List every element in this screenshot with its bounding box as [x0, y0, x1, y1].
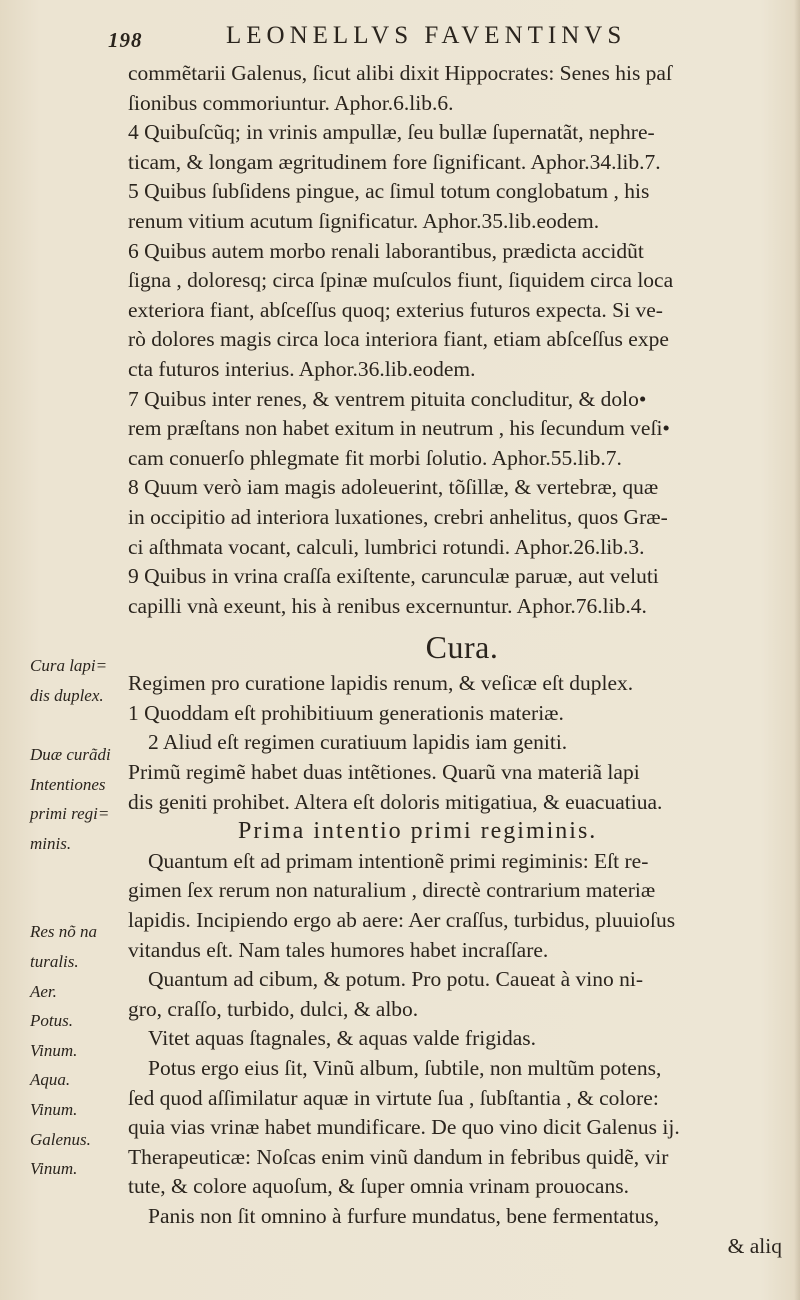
- margin-note: Res nõ na: [30, 922, 98, 941]
- text-line: 4 Quibuſcũq; in vrinis ampullæ, ſeu bullæ ſupernatãt, nephre-: [128, 120, 655, 145]
- text-line: capilli vnà exeunt, his à renibus excernuntur. Aphor.76.lib.4.: [128, 593, 647, 618]
- text-line: 1 Quoddam eſt prohibitiuum generationis materiæ.: [128, 700, 564, 725]
- text-line: exteriora fiant, abſceſſus quoq; exterius futuros expecta. Si ve-: [128, 297, 663, 322]
- text-line: gimen ſex rerum non naturalium , directè contrarium materiæ: [128, 878, 656, 903]
- page-header: [108, 22, 788, 56]
- margin-note: Intentiones: [30, 775, 106, 794]
- text-line: rem præſtans non habet exitum in neutrum , his ſecundum veſi•: [128, 416, 670, 441]
- text-line: cam conuerſo phlegmate fit morbi ſolutio. Aphor.55.lib.7.: [128, 445, 622, 470]
- margin-note: primi regi=: [30, 804, 110, 823]
- body-text: [128, 59, 796, 1261]
- subsection-heading: Prima intentio primi regiminis.: [238, 818, 598, 845]
- page-number: 198: [108, 28, 143, 52]
- text-line: gro, craſſo, turbido, dulci, & albo.: [128, 996, 419, 1021]
- text-line: 6 Quibus autem morbo renali laborantibus, prædicta accidũt: [128, 238, 644, 263]
- text-line: Quantum ad cibum, & potum. Pro potu. Caueat à vino ni-: [148, 967, 644, 992]
- margin-note: turalis.: [30, 952, 79, 971]
- text-line: tute, & colore aquoſum, & ſuper omnia vrinam prouocans.: [128, 1174, 629, 1199]
- text-line: renum vitium acutum ſignificatur. Aphor.35.lib.eodem.: [128, 208, 600, 233]
- text-line: Panis non ſit omnino à furfure mundatus, bene fermentatus,: [148, 1203, 660, 1228]
- text-line: vitandus eſt. Nam tales humores habet incraſſare.: [128, 937, 549, 962]
- margin-note: Vinum.: [30, 1159, 78, 1178]
- text-line: rò dolores magis circa loca interiora fiant, etiam abſceſſus expe: [128, 327, 669, 352]
- section-heading: Cura.: [425, 629, 499, 666]
- margin-note: dis duplex.: [30, 686, 104, 705]
- text-line: 2 Aliud eſt regimen curatiuum lapidis iam geniti.: [148, 730, 568, 755]
- text-line: ſed quod aſſimilatur aquæ in virtute ſua , ſubſtantia , & colore:: [128, 1085, 659, 1110]
- margin-note: Aqua.: [30, 1070, 71, 1089]
- margin-note: Potus.: [30, 1011, 73, 1030]
- margin-note: minis.: [30, 834, 72, 853]
- text-line: 8 Quum verò iam magis adoleuerint, tõſillæ, & vertebræ, quæ: [128, 475, 659, 500]
- text-line: dis geniti prohibet. Altera eſt doloris mitigatiua, & euacuatiua.: [128, 789, 663, 814]
- text-line: Quantum eſt ad primam intentionẽ primi regiminis: Eſt re-: [148, 848, 649, 873]
- margin-note: Vinum.: [30, 1041, 78, 1060]
- catchword-line: & aliq: [727, 1233, 782, 1258]
- margin-note: Galenus.: [30, 1130, 91, 1149]
- text-line: commẽtarii Galenus, ſicut alibi dixit Hippocrates: Senes his paſ: [128, 61, 672, 85]
- page-edge-shadow: [794, 0, 800, 1300]
- text-line: Primũ regimẽ habet duas intẽtiones. Quarũ vna materiã lapi: [128, 760, 640, 785]
- margin-note: Aer.: [30, 982, 57, 1001]
- text-line: ticam, & longam ægritudinem fore ſignificant. Aphor.34.lib.7.: [128, 149, 661, 174]
- margin-note: Cura lapi=: [30, 656, 108, 675]
- text-line: ſigna , doloresq; circa ſpinæ muſculos fiunt, ſiquidem circa loca: [128, 268, 674, 293]
- text-line: Therapeuticæ: Noſcas enim vinũ dandum in febribus quidẽ, vir: [128, 1144, 669, 1169]
- text-line: 5 Quibus ſubſidens pingue, ac ſimul totum conglobatum , his: [128, 179, 650, 204]
- text-line: Potus ergo eius ſit, Vinũ album, ſubtile, non multũm potens,: [148, 1056, 662, 1080]
- text-line: in occipitio ad interiora luxationes, crebri anhelitus, quos Græ-: [128, 504, 668, 529]
- text-line: lapidis. Incipiendo ergo ab aere: Aer craſſus, turbidus, pluuioſus: [128, 908, 676, 933]
- text-line: Regimen pro curatione lapidis renum, & veſicæ eſt duplex.: [128, 671, 634, 696]
- text-line: ci aſthmata vocant, calculi, lumbrici rotundi. Aphor.26.lib.3.: [128, 534, 645, 559]
- margin-note: Duæ curãdi: [30, 745, 111, 764]
- text-line: 7 Quibus inter renes, & ventrem pituita concluditur, & dolo•: [128, 386, 647, 411]
- text-line: cta futuros interius. Aphor.36.lib.eodem.: [128, 356, 476, 381]
- text-line: 9 Quibus in vrina craſſa exiſtente, carunculæ paruæ, aut veluti: [128, 564, 659, 589]
- text-line: ſionibus commoriuntur. Aphor.6.lib.6.: [128, 90, 454, 115]
- text-line: quia vias vrinæ habet mundificare. De quo vino dicit Galenus ij.: [128, 1115, 680, 1140]
- running-head: LEONELLVS FAVENTINVS: [226, 22, 627, 49]
- text-line: Vitet aquas ſtagnales, & aquas valde frigidas.: [148, 1026, 536, 1051]
- margin-note: Vinum.: [30, 1100, 78, 1119]
